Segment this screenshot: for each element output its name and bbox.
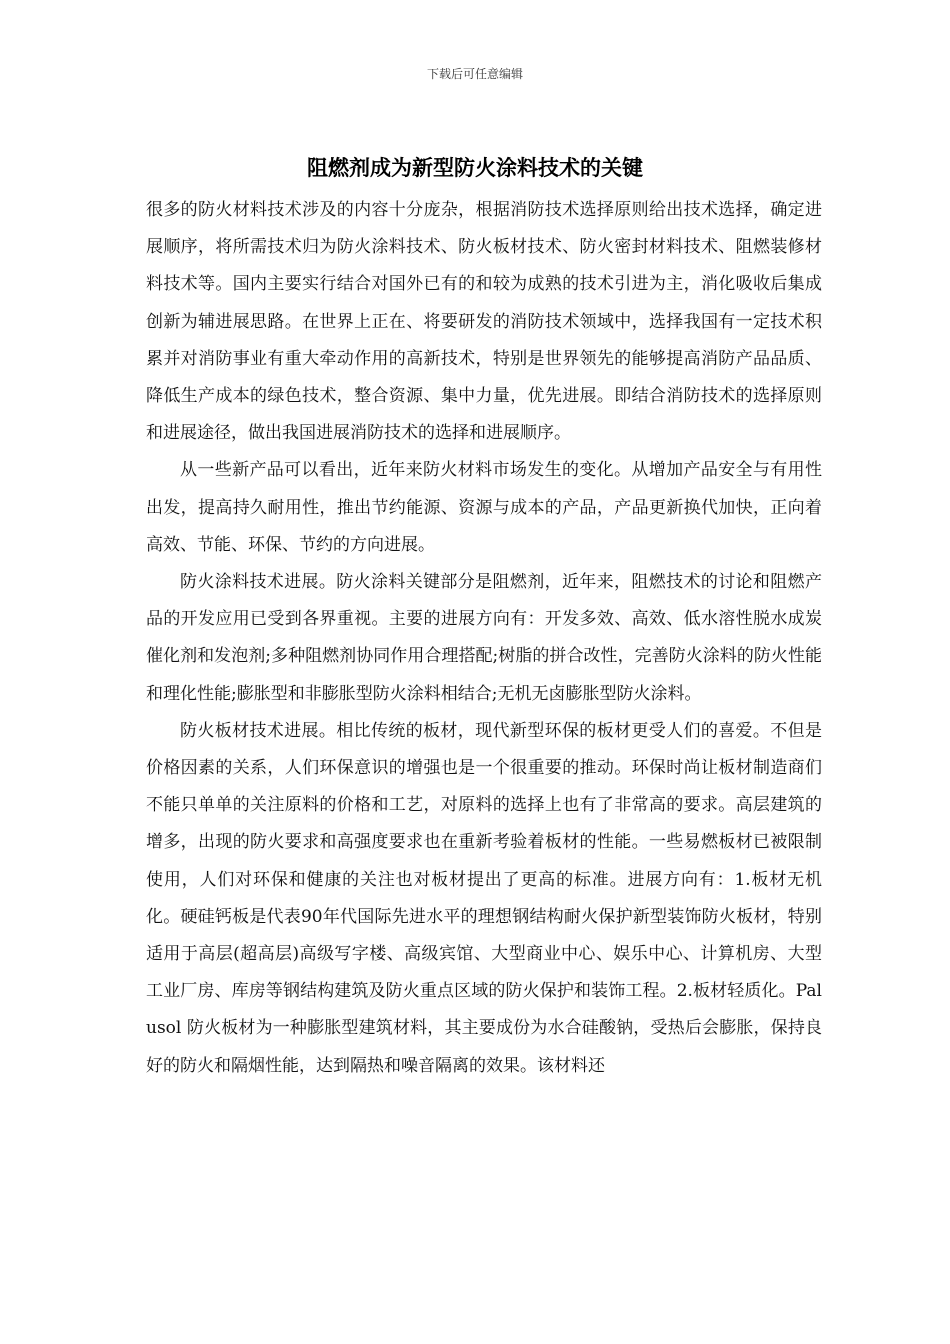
header-note: 下载后可任意编辑 <box>426 67 523 81</box>
document-body <box>146 192 822 1085</box>
document-title: 阻燃剂成为新型防火涂料技术的关键 <box>307 156 643 180</box>
paragraph-2: 从一些新产品可以看出，近年来防火材料市场发生的变化。从增加产品安全与有用性出发，提高持久耐用性，推出节约能源、资源与成本的产品，产品更新换代加快，正向着高效、节能、环保、节约的方向进展。 <box>146 460 822 555</box>
paragraph-3: 防火涂料技术进展。防火涂料关键部分是阻燃剂，近年来，阻燃技术的讨论和阻燃产品的开发应用已受到各界重视。主要的进展方向有：开发多效、高效、低水溶性脱水成炭催化剂和发泡剂;多种阻燃剂协同作用合理搭配;树脂的拼合改性，完善防火涂料的防火性能和理化性能;膨胀型和非膨胀型防火涂料相结合;无机无卤膨胀型防火涂料。 <box>146 572 822 704</box>
paragraph-4: 防火板材技术进展。相比传统的板材，现代新型环保的板材更受人们的喜爱。不但是价格因素的关系，人们环保意识的增强也是一个很重要的推动。环保时尚让板材制造商们不能只单单的关注原料的价格和工艺，对原料的选择上也有了非常高的要求。高层建筑的增多，出现的防火要求和高强度要求也在重新考验着板材的性能。一些易燃板材已被限制使用，人们对环保和健康的关注也对板材提出了更高的标准。进展方向有：1.板材无机化。硬硅钙板是代表90年代国际先进水平的理想钢结构耐火保护新型装饰防火板材，特别适用于高层(超高层)高级写字楼、高级宾馆、大型商业中心、娱乐中心、计算机房、大型工业厂房、库房等钢结构建筑及防火重点区域的防火保护和装饰工程。2.板材轻质化。Palusol 防火板材为一种膨胀型建筑材料，其主要成份为水合硅酸钠，受热后会膨胀，保持良好的防火和隔烟性能，达到隔热和噪音隔离的效果。该材料还 <box>146 720 822 1076</box>
paragraph-1: 很多的防火材料技术涉及的内容十分庞杂，根据消防技术选择原则给出技术选择，确定进展顺序，将所需技术归为防火涂料技术、防火板材技术、防火密封材料技术、阻燃装修材料技术等。国内主要实行结合对国外已有的和较为成熟的技术引进为主，消化吸收后集成创新为辅进展思路。在世界上正在、将要研发的消防技术领域中，选择我国有一定技术积累并对消防事业有重大牵动作用的高新技术，特别是世界领先的能够提高消防产品品质、降低生产成本的绿色技术，整合资源、集中力量，优先进展。即结合消防技术的选择原则和进展途径，做出我国进展消防技术的选择和进展顺序。 <box>146 200 822 444</box>
